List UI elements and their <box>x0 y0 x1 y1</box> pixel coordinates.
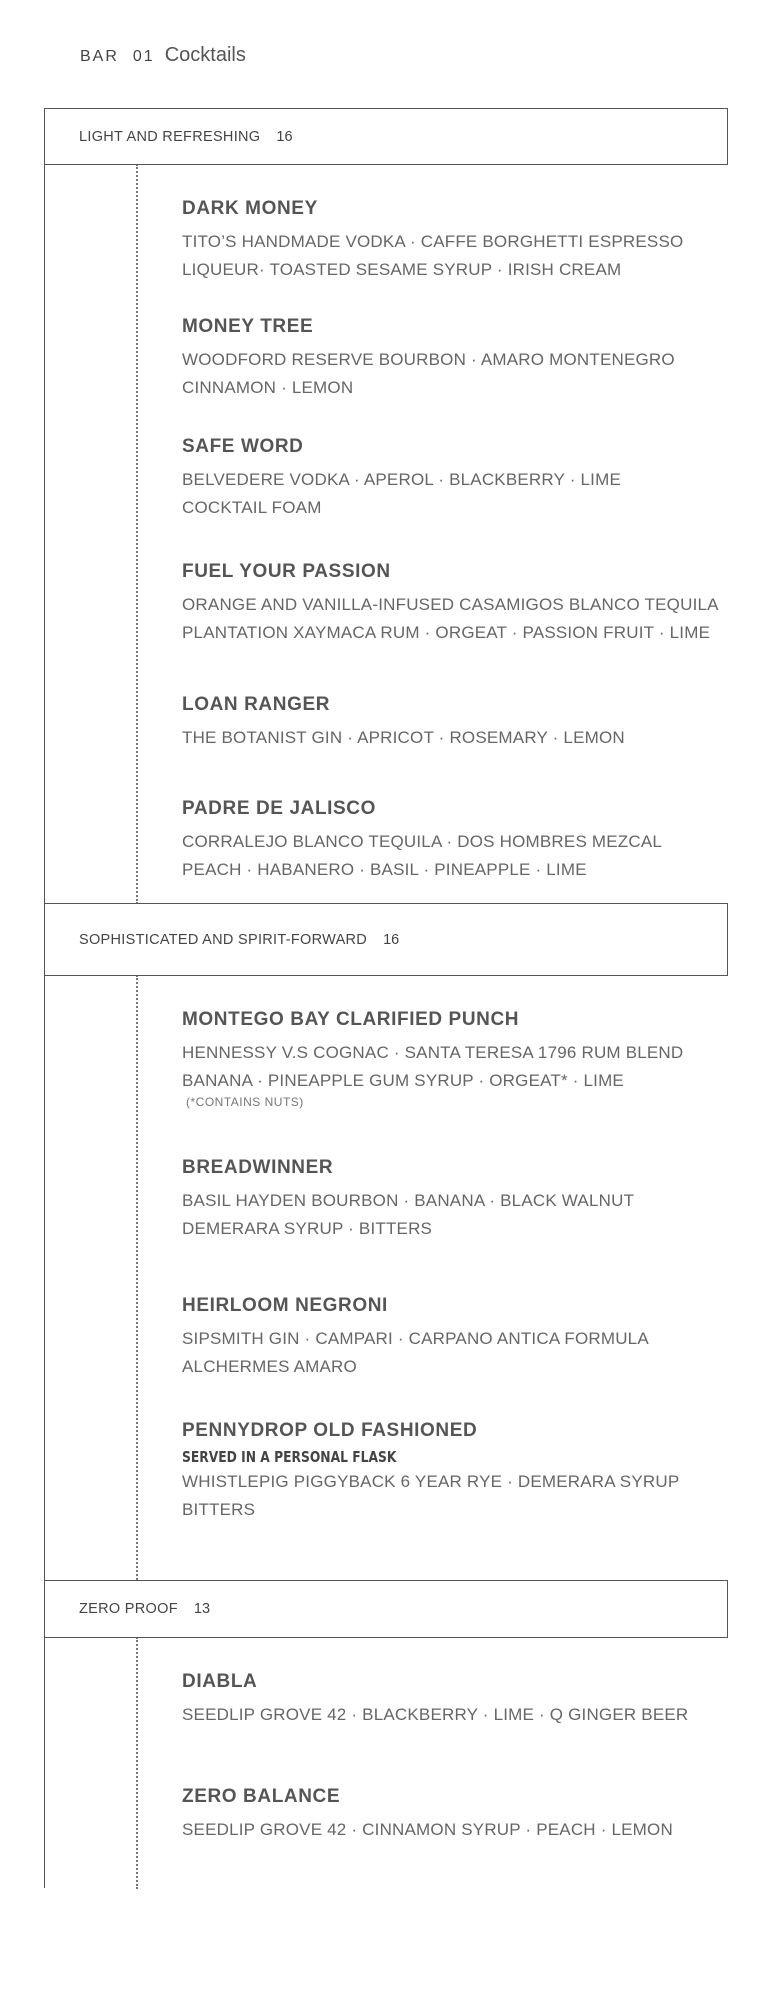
item-name: LOAN RANGER <box>182 694 331 715</box>
item-name: HEIRLOOM NEGRONI <box>182 1295 388 1316</box>
menu-item-padre-de-jalisco <box>182 798 722 884</box>
dotted-divider <box>136 1637 138 1889</box>
item-name: BREADWINNER <box>182 1157 334 1178</box>
dotted-divider <box>136 164 138 904</box>
item-description <box>182 1325 722 1381</box>
menu-item-montego-bay <box>182 1009 722 1109</box>
item-description <box>182 828 722 884</box>
menu-item-fuel-your-passion <box>182 561 722 647</box>
item-description <box>182 1039 722 1095</box>
menu-item-pennydrop <box>182 1420 722 1524</box>
item-description <box>182 724 722 752</box>
menu-item-breadwinner <box>182 1157 722 1243</box>
item-description <box>182 466 722 522</box>
desc-line: BELVEDERE VODKA · APEROL · BLACKBERRY · LIME <box>182 470 621 489</box>
desc-line: SEEDLIP GROVE 42 · BLACKBERRY · LIME · Q GINGER BEER <box>182 1705 689 1724</box>
menu-header <box>80 44 246 67</box>
item-description <box>182 1701 722 1729</box>
desc-line: BANANA · PINEAPPLE GUM SYRUP · ORGEAT* · LIME <box>182 1071 624 1090</box>
section-price: 13 <box>193 1601 211 1617</box>
desc-line: ORANGE AND VANILLA-INFUSED CASAMIGOS BLANCO TEQUILA <box>182 595 719 614</box>
desc-line: BITTERS <box>182 1500 256 1519</box>
item-description <box>182 346 722 402</box>
allergen-note: (*CONTAINS NUTS) <box>186 1095 304 1109</box>
desc-line: THE BOTANIST GIN · APRICOT · ROSEMARY · LEMON <box>182 728 625 747</box>
item-name: PENNYDROP OLD FASHIONED <box>182 1420 478 1441</box>
menu-item-dark-money <box>182 198 722 284</box>
desc-line: SEEDLIP GROVE 42 · CINNAMON SYRUP · PEACH · LEMON <box>182 1820 673 1839</box>
section-header-sophisticated <box>44 903 728 976</box>
desc-line: PLANTATION XAYMACA RUM · ORGEAT · PASSION FRUIT · LIME <box>182 623 711 642</box>
desc-line: HENNESSY V.S COGNAC · SANTA TERESA 1796 RUM BLEND <box>182 1043 684 1062</box>
desc-line: BASIL HAYDEN BOURBON · BANANA · BLACK WALNUT <box>182 1191 635 1210</box>
desc-line: ALCHERMES AMARO <box>182 1357 357 1376</box>
section-label: ZERO PROOF <box>79 1601 178 1617</box>
menu-item-safe-word <box>182 436 722 522</box>
section-label: LIGHT AND REFRESHING <box>79 128 261 145</box>
item-name: MONTEGO BAY CLARIFIED PUNCH <box>182 1009 520 1030</box>
section-label: SOPHISTICATED AND SPIRIT-FORWARD <box>79 931 368 948</box>
item-description <box>182 591 722 647</box>
item-name: MONEY TREE <box>182 316 314 337</box>
menu-item-zero-balance <box>182 1786 722 1844</box>
served-note: SERVED IN A PERSONAL FLASK <box>182 1448 397 1466</box>
desc-line: TITO’S HANDMADE VODKA · CAFFE BORGHETTI ESPRESSO <box>182 232 684 251</box>
item-name: SAFE WORD <box>182 436 304 457</box>
item-description <box>182 1187 722 1243</box>
item-description <box>182 1468 722 1524</box>
desc-line: DEMERARA SYRUP · BITTERS <box>182 1219 433 1238</box>
menu-item-money-tree <box>182 316 722 402</box>
desc-line: LIQUEUR· TOASTED SESAME SYRUP · IRISH CREAM <box>182 260 622 279</box>
item-name: DIABLA <box>182 1671 258 1692</box>
item-name: FUEL YOUR PASSION <box>182 561 391 582</box>
bar-label: BAR <box>80 48 119 65</box>
item-description <box>182 228 722 284</box>
desc-line: SIPSMITH GIN · CAMPARI · CARPANO ANTICA FORMULA <box>182 1329 649 1348</box>
menu-number: 01 <box>132 48 155 65</box>
desc-line: CORRALEJO BLANCO TEQUILA · DOS HOMBRES MEZCAL <box>182 832 663 851</box>
item-name: ZERO BALANCE <box>182 1786 341 1807</box>
section-header-light <box>44 108 728 165</box>
section-header-zero-proof <box>44 1580 728 1638</box>
item-description <box>182 1816 722 1844</box>
desc-line: CINNAMON · LEMON <box>182 378 354 397</box>
menu-item-loan-ranger <box>182 694 722 752</box>
section-price: 16 <box>383 931 400 948</box>
menu-item-heirloom-negroni <box>182 1295 722 1381</box>
dotted-divider <box>136 975 138 1580</box>
desc-line: COCKTAIL FOAM <box>182 498 322 517</box>
menu-item-diabla <box>182 1671 722 1729</box>
item-name: DARK MONEY <box>182 198 318 219</box>
section-price: 16 <box>276 128 293 145</box>
desc-line: WOODFORD RESERVE BOURBON · AMARO MONTENEGRO <box>182 350 675 369</box>
desc-line: PEACH · HABANERO · BASIL · PINEAPPLE · LIME <box>182 860 587 879</box>
menu-title: Cocktails <box>164 44 246 66</box>
item-name: PADRE DE JALISCO <box>182 798 376 819</box>
desc-line: WHISTLEPIG PIGGYBACK 6 YEAR RYE · DEMERARA SYRUP <box>182 1472 680 1491</box>
